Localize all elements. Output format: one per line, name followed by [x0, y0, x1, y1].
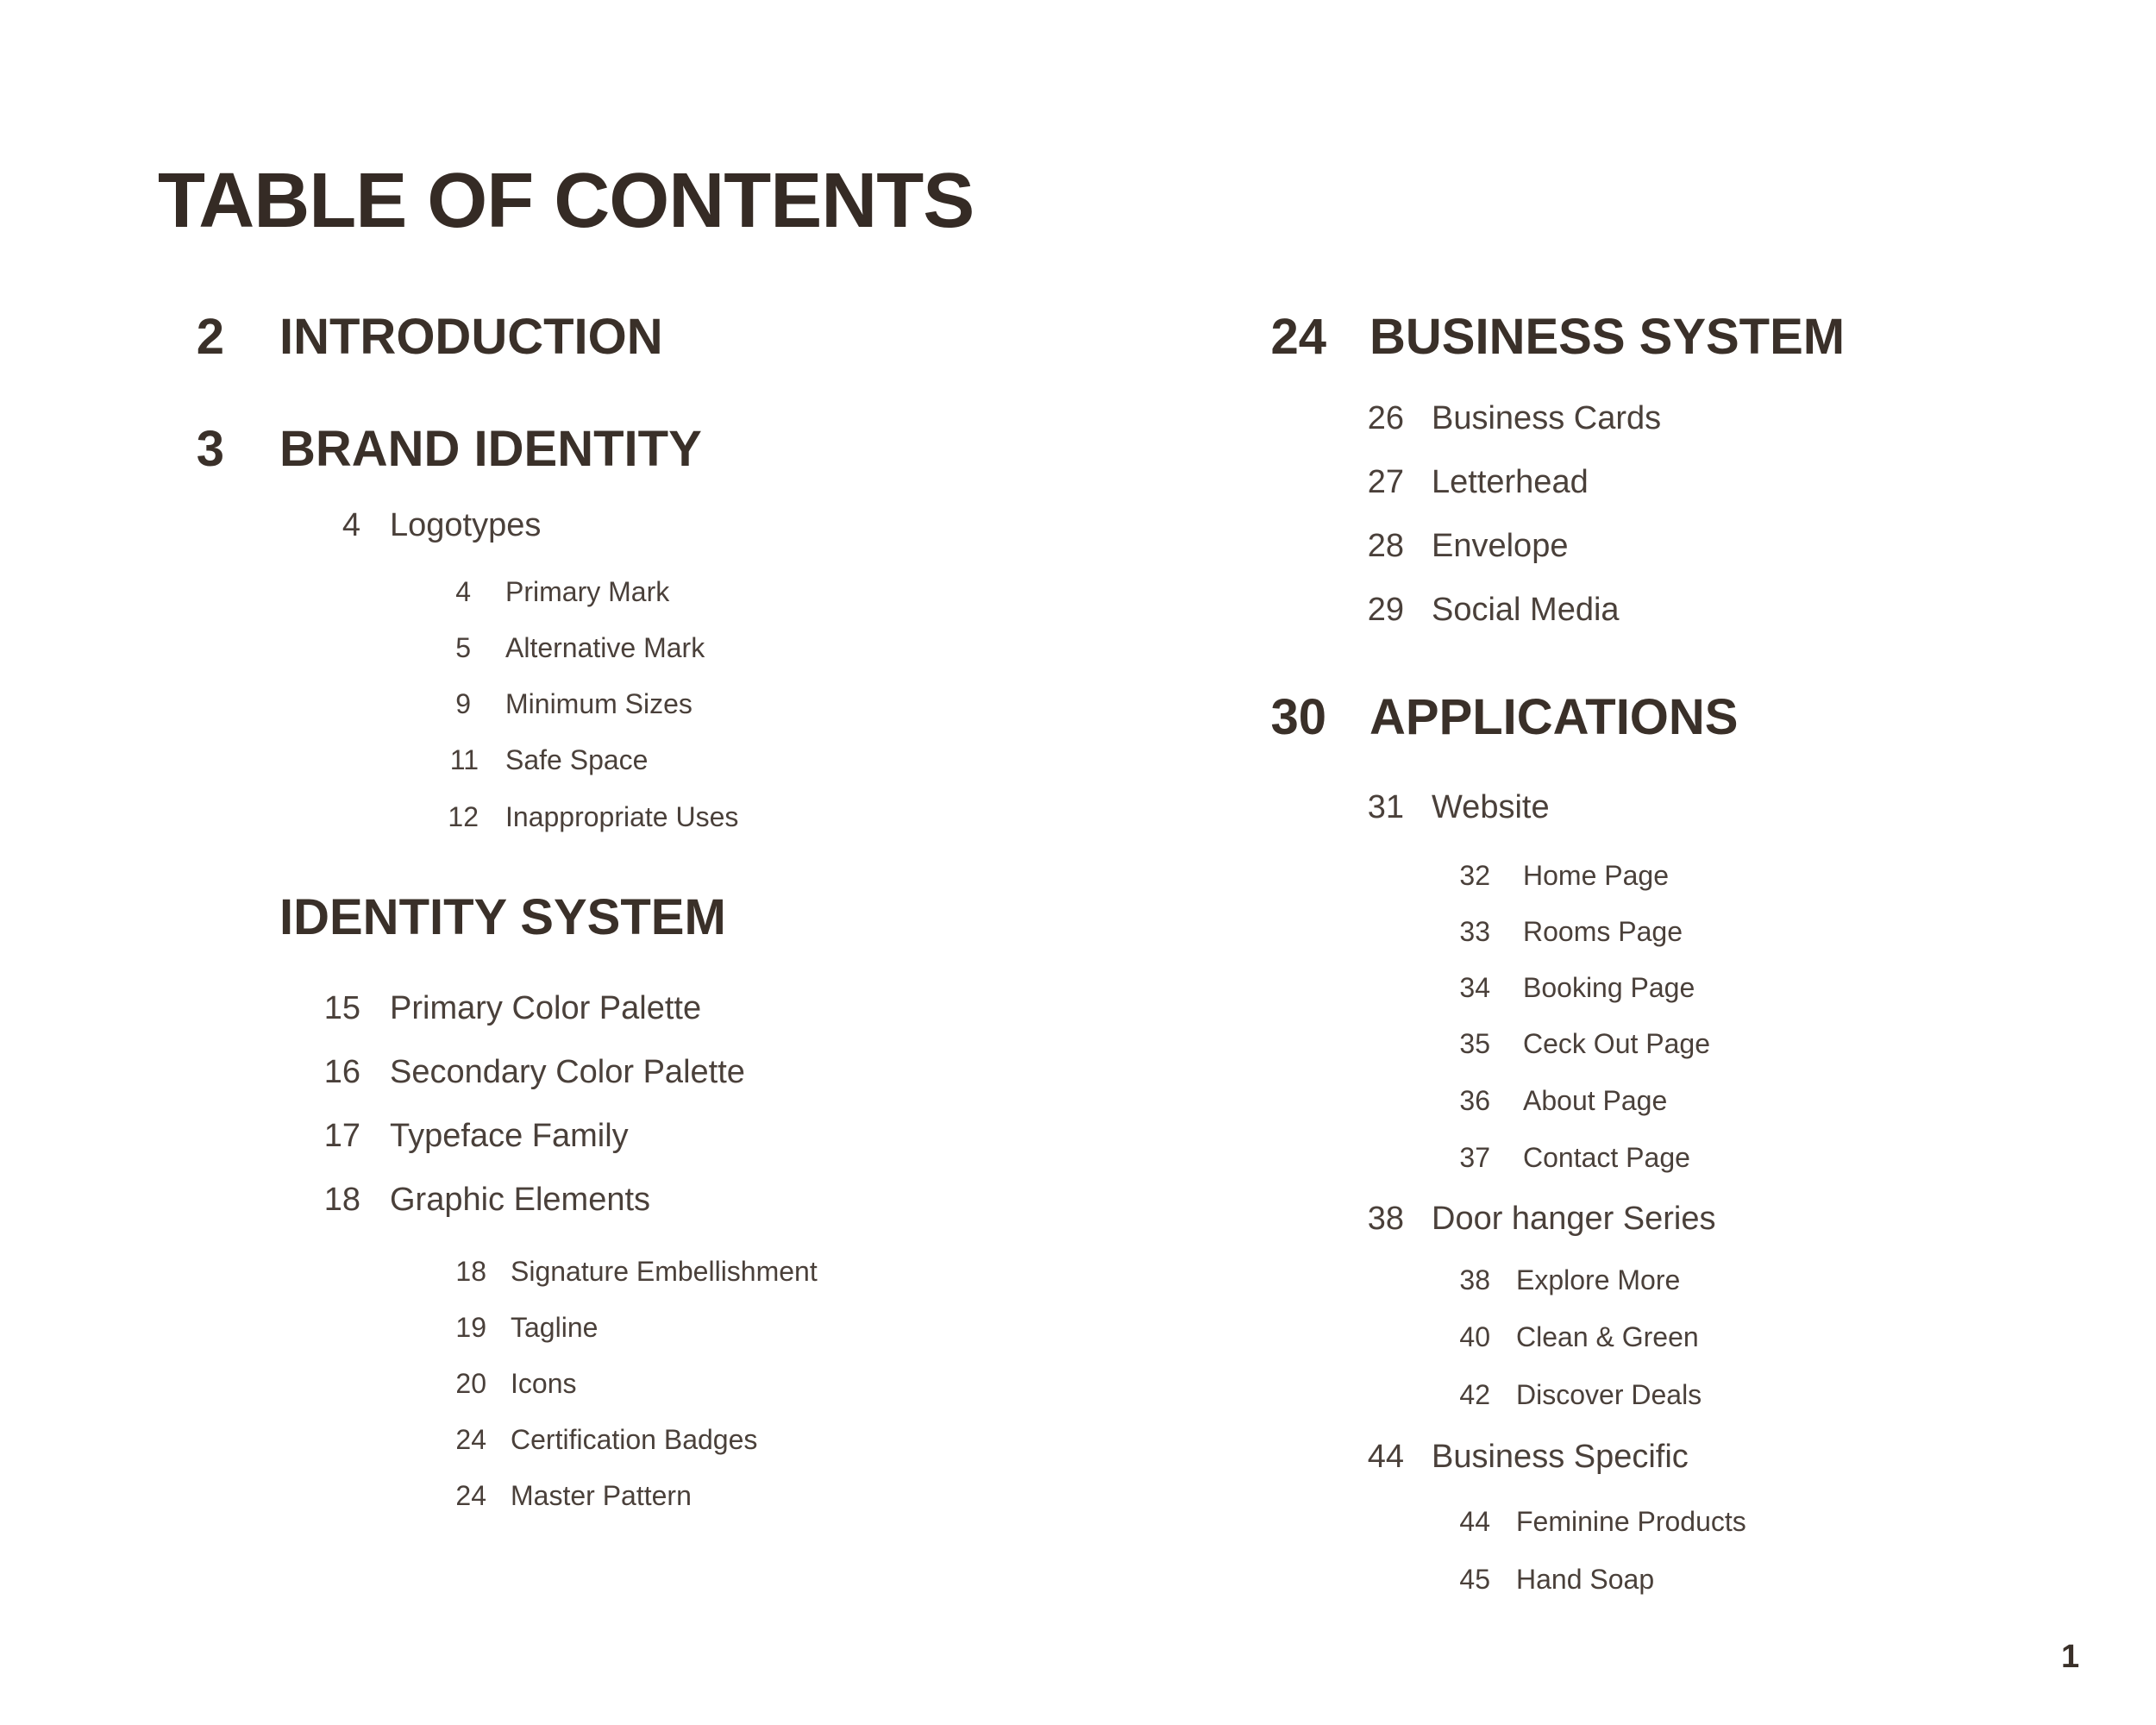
toc-item-discover-deals[interactable]: Discover Deals [1516, 1379, 1702, 1410]
toc-item-contact-page[interactable]: Contact Page [1523, 1142, 1690, 1173]
toc-page-number: 38 [1367, 1201, 1404, 1237]
toc-section-label: INTRODUCTION [279, 309, 663, 365]
page-title: TABLE OF CONTENTS [158, 158, 975, 244]
toc-item-feminine-products[interactable]: Feminine Products [1516, 1506, 1746, 1537]
toc-page-number: 28 [1367, 528, 1404, 564]
toc-page-number: 33 [1459, 916, 1490, 947]
toc-item-business-cards[interactable]: Business Cards [1432, 400, 1662, 436]
toc-item-social-media[interactable]: Social Media [1432, 592, 1620, 628]
toc-item-graphic-elements[interactable]: Graphic Elements [390, 1182, 651, 1218]
toc-item-alternative-mark[interactable]: Alternative Mark [505, 632, 705, 663]
toc-page-number: 16 [323, 1054, 360, 1090]
toc-page-number: 36 [1459, 1085, 1490, 1116]
toc-page-number: 9 [455, 688, 471, 719]
toc-item-typeface-family[interactable]: Typeface Family [390, 1118, 629, 1154]
toc-item-explore-more[interactable]: Explore More [1516, 1264, 1681, 1295]
toc-page-number: 3 [196, 421, 224, 477]
toc-page-number: 32 [1459, 860, 1490, 891]
toc-item-about-page[interactable]: About Page [1523, 1085, 1668, 1116]
toc-page-number: 27 [1367, 464, 1404, 500]
toc-item-safe-space[interactable]: Safe Space [505, 744, 649, 775]
toc-item-rooms-page[interactable]: Rooms Page [1523, 916, 1683, 947]
toc-page-number: 11 [449, 744, 479, 775]
toc-item-inappropriate-uses[interactable]: Inappropriate Uses [505, 801, 739, 832]
toc-item-clean-green[interactable]: Clean & Green [1516, 1321, 1699, 1352]
toc-page-number: 18 [455, 1256, 486, 1287]
toc-section-business-system[interactable]: BUSINESS SYSTEM [1369, 309, 1846, 365]
toc-page-number: 4 [342, 507, 360, 543]
toc-item-master-pattern[interactable]: Master Pattern [511, 1480, 692, 1511]
toc-item-signature-embellishment[interactable]: Signature Embellishment [511, 1256, 818, 1287]
toc-page-number: 37 [1459, 1142, 1490, 1173]
toc-page-number: 15 [323, 990, 360, 1026]
toc-page-number: 17 [323, 1118, 360, 1154]
toc-item-secondary-color-palette[interactable]: Secondary Color Palette [390, 1054, 745, 1090]
toc-page-number: 2 [196, 309, 224, 365]
toc-item-home-page[interactable]: Home Page [1523, 860, 1669, 891]
toc-page-number: 29 [1367, 592, 1404, 628]
toc-page-number: 40 [1459, 1321, 1490, 1352]
toc-page-number: 18 [323, 1182, 360, 1218]
toc-page-number: 31 [1367, 789, 1404, 825]
toc-item-letterhead[interactable]: Letterhead [1432, 464, 1589, 500]
toc-item-website[interactable]: Website [1432, 789, 1550, 825]
toc-page-number: 34 [1459, 972, 1490, 1003]
toc-item-tagline[interactable]: Tagline [511, 1312, 599, 1343]
toc-item-envelope[interactable]: Envelope [1432, 528, 1569, 564]
toc-page-number: 20 [455, 1368, 486, 1399]
toc-page-number: 24 [455, 1480, 486, 1511]
toc-page-number: 5 [455, 632, 471, 663]
toc-item-minimum-sizes[interactable]: Minimum Sizes [505, 688, 693, 719]
toc-page-number: 24 [455, 1424, 486, 1455]
toc-page-number: 45 [1459, 1564, 1490, 1595]
toc-page-number: 26 [1367, 400, 1404, 436]
toc-page-number: 42 [1459, 1379, 1490, 1410]
toc-section-identity-system[interactable]: IDENTITY SYSTEM [279, 889, 726, 945]
page-number: 1 [2061, 1639, 2080, 1675]
toc-item-primary-color-palette[interactable]: Primary Color Palette [390, 990, 702, 1026]
toc-item-hand-soap[interactable]: Hand Soap [1516, 1564, 1655, 1595]
toc-page-number: 24 [1270, 309, 1326, 365]
toc-item-door-hanger-series[interactable]: Door hanger Series [1432, 1201, 1716, 1237]
toc-page-number: 19 [455, 1312, 486, 1343]
toc-item-certification-badges[interactable]: Certification Badges [511, 1424, 758, 1455]
toc-page-number: 44 [1459, 1506, 1490, 1537]
toc-item-icons[interactable]: Icons [511, 1368, 577, 1399]
toc-item-check-out-page[interactable]: Ceck Out Page [1523, 1028, 1710, 1059]
toc-page-number: 12 [448, 801, 479, 832]
toc-item-logotypes[interactable]: Logotypes [390, 507, 542, 543]
toc-section-applications[interactable]: APPLICATIONS [1369, 689, 1739, 745]
toc-item-primary-mark[interactable]: Primary Mark [505, 576, 670, 607]
toc-page-number: 38 [1459, 1264, 1490, 1295]
toc-page-number: 35 [1459, 1028, 1490, 1059]
toc-section-label: BRAND IDENTITY [279, 421, 702, 477]
toc-page-number: 44 [1367, 1439, 1404, 1475]
toc-page-number: 30 [1270, 689, 1326, 745]
toc-item-booking-page[interactable]: Booking Page [1523, 972, 1695, 1003]
toc-page-number: 4 [455, 576, 471, 607]
toc-item-business-specific[interactable]: Business Specific [1432, 1439, 1689, 1475]
